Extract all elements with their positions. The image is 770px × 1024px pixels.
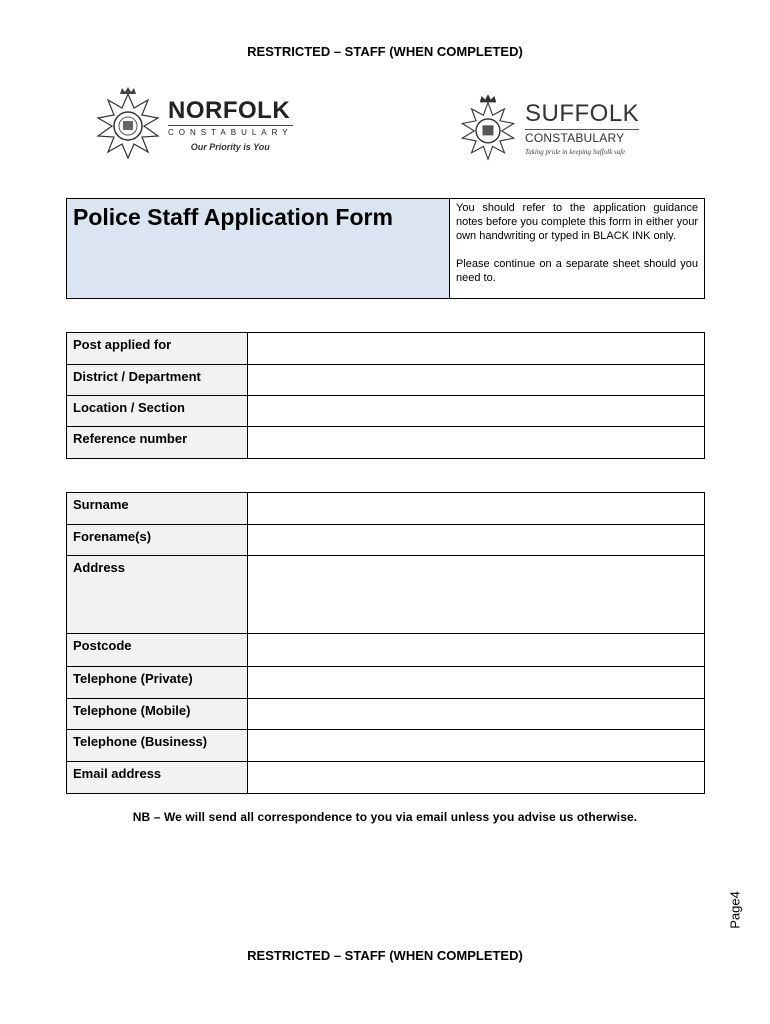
suffolk-crest-icon xyxy=(455,92,521,166)
district-department-label: District / Department xyxy=(67,365,248,396)
email-address-label: Email address xyxy=(67,762,248,794)
table-row xyxy=(67,525,705,556)
guidance-notes xyxy=(450,199,704,298)
form-title: Police Staff Application Form xyxy=(67,199,450,298)
norfolk-name: NORFOLK xyxy=(168,97,291,124)
postcode-field[interactable] xyxy=(248,634,705,667)
surname-field[interactable] xyxy=(248,493,705,525)
personal-details-table xyxy=(66,492,705,794)
table-row xyxy=(67,667,705,699)
surname-label: Surname xyxy=(67,493,248,525)
location-section-field[interactable] xyxy=(248,396,705,427)
guidance-paragraph-1: You should refer to the application guidance notes before you complete this form in either your own handwriting or typed in BLACK INK only. xyxy=(456,202,698,242)
table-row xyxy=(67,333,705,365)
telephone-private-field[interactable] xyxy=(248,667,705,699)
telephone-private-label: Telephone (Private) xyxy=(67,667,248,699)
table-row xyxy=(67,634,705,667)
postcode-label: Postcode xyxy=(67,634,248,667)
district-department-field[interactable] xyxy=(248,365,705,396)
suffolk-name: SUFFOLK xyxy=(525,100,640,127)
suffolk-subtitle: CONSTABULARY xyxy=(525,129,639,145)
reference-number-field[interactable] xyxy=(248,427,705,459)
telephone-business-label: Telephone (Business) xyxy=(67,730,248,762)
table-row xyxy=(67,556,705,634)
table-row xyxy=(67,427,705,459)
telephone-business-field[interactable] xyxy=(248,730,705,762)
restricted-header: RESTRICTED – STAFF (WHEN COMPLETED) xyxy=(247,44,523,59)
norfolk-motto: Our Priority is You xyxy=(190,142,270,152)
norfolk-crest-icon xyxy=(92,86,164,164)
location-section-label: Location / Section xyxy=(67,396,248,427)
suffolk-constabulary-logo xyxy=(455,92,639,166)
post-applied-for-field[interactable] xyxy=(248,333,705,365)
norfolk-subtitle: CONSTABULARY xyxy=(168,125,293,137)
address-label: Address xyxy=(67,556,248,634)
page-number xyxy=(725,890,745,930)
forenames-label: Forename(s) xyxy=(67,525,248,556)
telephone-mobile-label: Telephone (Mobile) xyxy=(67,699,248,730)
suffolk-motto: Taking pride in keeping Suffolk safe xyxy=(525,148,626,156)
table-row xyxy=(67,730,705,762)
forenames-field[interactable] xyxy=(248,525,705,556)
post-applied-for-label: Post applied for xyxy=(67,333,248,365)
restricted-footer: RESTRICTED – STAFF (WHEN COMPLETED) xyxy=(247,948,523,963)
table-row xyxy=(67,762,705,794)
reference-number-label: Reference number xyxy=(67,427,248,459)
form-header-box xyxy=(66,198,705,299)
norfolk-constabulary-logo xyxy=(92,86,293,164)
table-row xyxy=(67,493,705,525)
table-row xyxy=(67,396,705,427)
post-details-table xyxy=(66,332,705,459)
table-row xyxy=(67,365,705,396)
guidance-paragraph-2: Please continue on a separate sheet should you need to. xyxy=(456,258,698,284)
nb-note: NB – We will send all correspondence to you via email unless you advise us otherwise. xyxy=(132,810,638,824)
table-row xyxy=(67,699,705,730)
page-number-label: Page4 xyxy=(727,891,743,929)
telephone-mobile-field[interactable] xyxy=(248,699,705,730)
address-field[interactable] xyxy=(248,556,705,634)
email-address-field[interactable] xyxy=(248,762,705,794)
